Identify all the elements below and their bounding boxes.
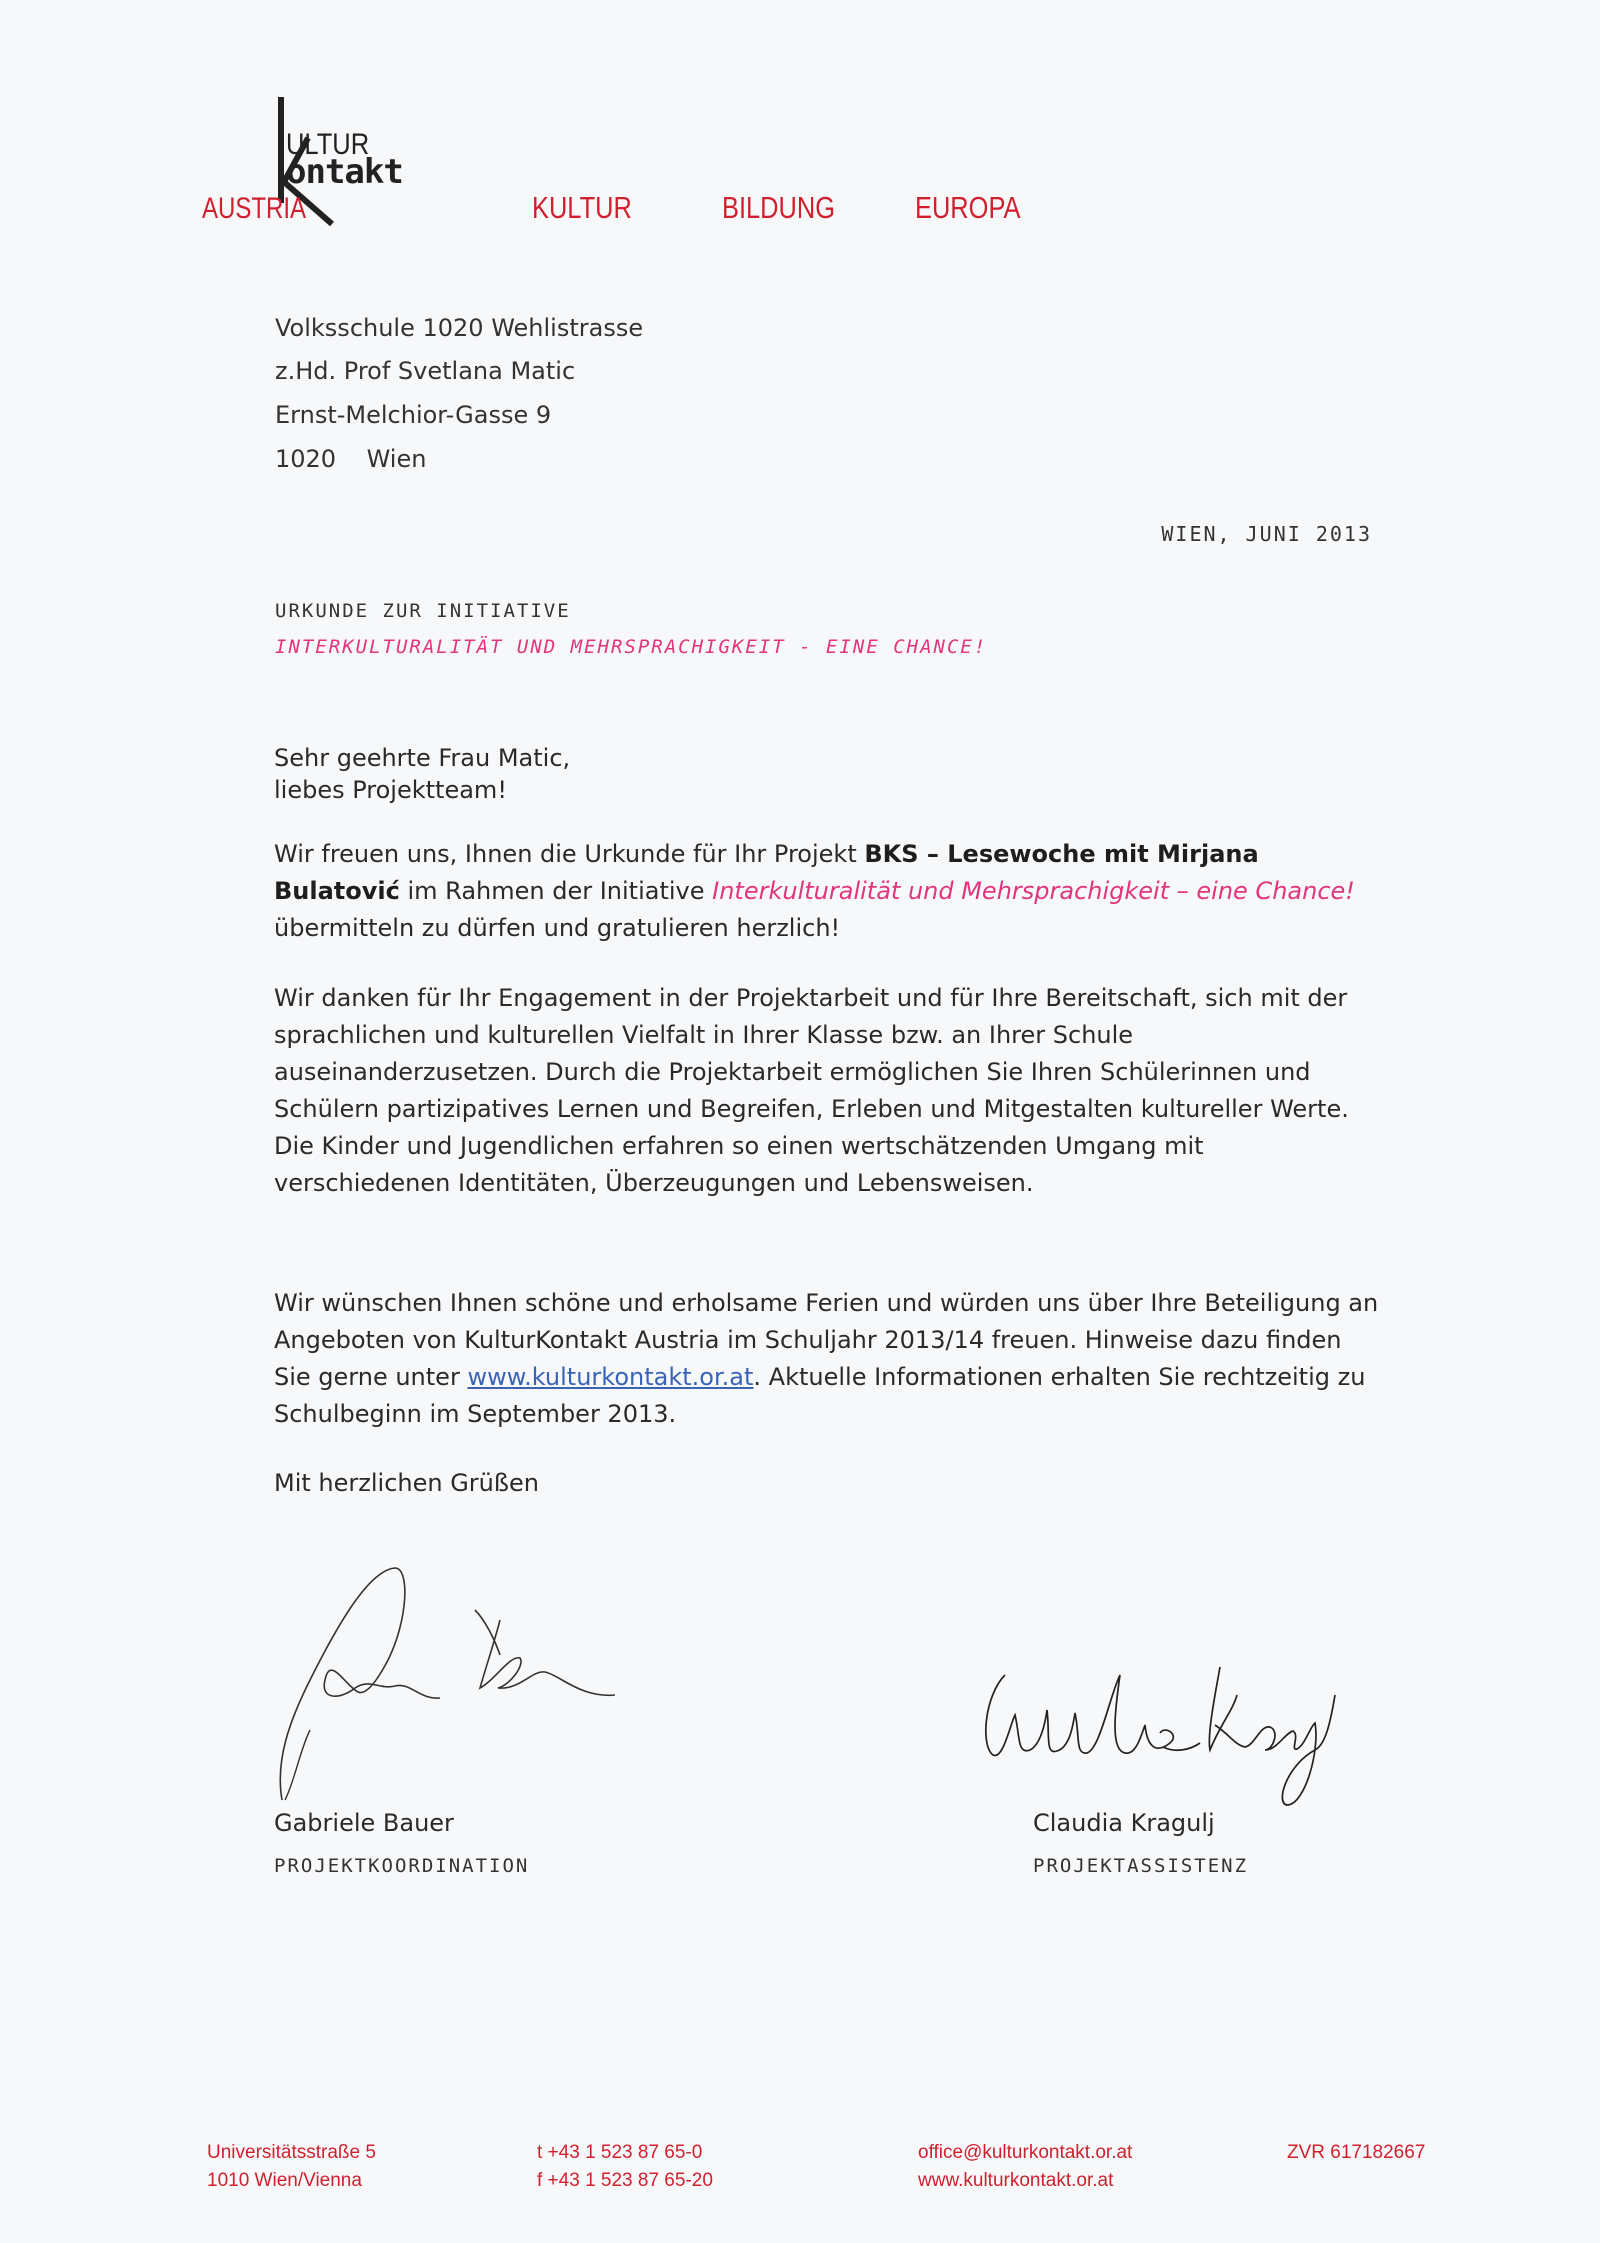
p1-text: Wir freuen uns, Ihnen die Urkunde für Ihr Projekt: [274, 840, 865, 868]
footer-address: [207, 2139, 376, 2195]
closing: Mit herzlichen Grüßen: [274, 1469, 539, 1497]
project-name: BKS – Lesewoche mit Mirjana Bulatović: [274, 840, 1259, 905]
recipient-line: z.Hd. Prof Svetlana Matic: [275, 357, 576, 385]
footer-phone-number: t +43 1 523 87 65-0: [537, 2142, 703, 2163]
recipient-line: Ernst-Melchior-Gasse 9: [275, 401, 552, 429]
footer-contact: [918, 2139, 1132, 2195]
signature-gabriele-bauer-icon: [270, 1560, 640, 1820]
logo-ontakt: ontakt: [286, 152, 403, 192]
letter-date: WIEN, JUNI 2013: [1161, 522, 1372, 546]
subject-initiative: INTERKULTURALITÄT UND MEHRSPRACHIGKEIT - EINE CHANCE!: [275, 636, 988, 658]
initiative-name: Interkulturalität und Mehrsprachigkeit – eine Chance!: [712, 877, 1355, 905]
salutation: [274, 742, 1384, 806]
signature-claudia-kragulj-icon: [975, 1655, 1345, 1825]
p3-text: . Aktuelle Informationen erhalten Sie rechtzeitig zu Schulbeginn im September 2013.: [274, 1363, 1366, 1428]
logo-ultur: ULTUR: [286, 128, 370, 161]
signatory-role: PROJEKTASSISTENZ: [1033, 1855, 1249, 1877]
footer-phone: [537, 2139, 713, 2195]
logo-austria: AUSTRIA: [202, 192, 307, 225]
kulturkontakt-logo: [190, 90, 470, 230]
p2-text: Wir danken für Ihr Engagement in der Projektarbeit und für Ihre Bereitschaft, sich mit der sprachlichen und kulturellen Vielfalt in Ihrer Klasse bzw. an Ihrer Schule auseinanderzusetzen. Durch die Projektarbeit ermöglichen Sie Ihren Schülerinnen und Schülern partizipatives Lernen und Begreifen, Erleben und Mitgestalten kultureller Werte. Die Kinder und Jugendlichen erfahren so einen wertschätzenden Umgang mit verschiedenen Identitäten, Überzeugungen und Lebensweisen.: [274, 984, 1349, 1197]
paragraph-3: [274, 1285, 1384, 1433]
website-link[interactable]: www.kulturkontakt.or.at: [467, 1363, 754, 1391]
p3-text: Wir wünschen Ihnen schöne und erholsame Ferien und würden uns über Ihre Beteiligung an Angeboten von KulturKontakt Austria im Schuljahr 2013/14 freuen. Hinweise dazu finden Sie gerne unter: [274, 1289, 1379, 1391]
recipient-line: Volksschule 1020 Wehlistrasse: [275, 314, 644, 342]
signatory-name: Gabriele Bauer: [274, 1809, 454, 1837]
letterhead-kultur: KULTUR: [532, 190, 632, 225]
subject-heading: URKUNDE ZUR INITIATIVE: [275, 600, 571, 622]
signatory-name: Claudia Kragulj: [1033, 1809, 1215, 1837]
paragraph-2: [274, 980, 1384, 1202]
salutation-line: Sehr geehrte Frau Matic,: [274, 744, 571, 772]
letterhead-europa: EUROPA: [915, 190, 1021, 225]
p1-text: im Rahmen der Initiative: [399, 877, 713, 905]
paragraph-1: [274, 836, 1384, 947]
recipient-line: 1020 Wien: [275, 445, 427, 473]
footer-address-line: Universitätsstraße 5: [207, 2142, 376, 2163]
signatory-role: PROJEKTKOORDINATION: [274, 1855, 530, 1877]
salutation-line: liebes Projektteam!: [274, 776, 507, 804]
footer-website[interactable]: www.kulturkontakt.or.at: [918, 2170, 1114, 2191]
p1-text: übermitteln zu dürfen und gratulieren herzlich!: [274, 914, 841, 942]
footer-email[interactable]: office@kulturkontakt.or.at: [918, 2142, 1133, 2163]
footer-fax-number: f +43 1 523 87 65-20: [537, 2170, 713, 2191]
footer-zvr: ZVR 617182667: [1287, 2142, 1426, 2163]
footer-address-line: 1010 Wien/Vienna: [207, 2170, 362, 2191]
letterhead-bildung: BILDUNG: [722, 190, 836, 225]
